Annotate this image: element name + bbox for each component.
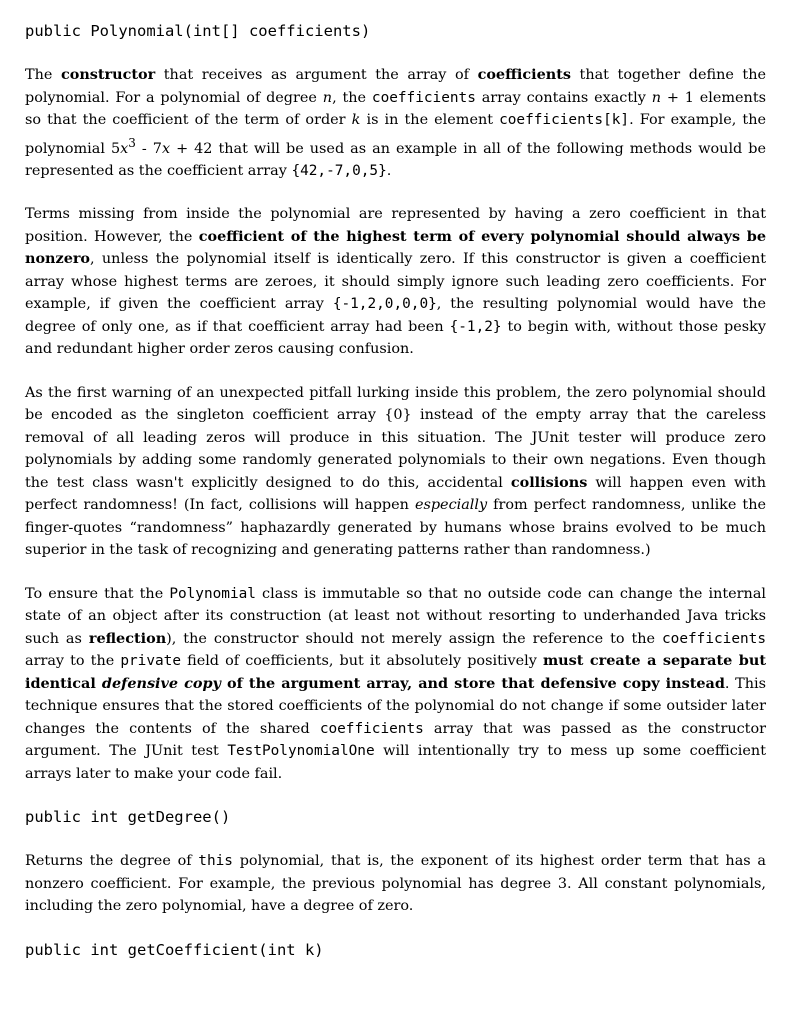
coefficients-code: coefficients (371, 89, 476, 106)
defensive-copy-rule-term: must create a separate but identical (25, 652, 766, 692)
nonzero-rule-term: coefficient of the highest term of every polynomial should always be nonzero (25, 227, 766, 268)
constructor-description-paragraph: The constructor that receives as argument the array of coefficients that together define the polynomial. For a polynomial of degree n, the coefficients array contains exactly n + 1 elements so that the coefficient of the term of order k is in the element coefficients[k]. For example, the polynomial $5x^3 - 7x + 42$ that will be used as an example in all of the following methods would be represented as the coefficient array {42,-7,0,5}. (25, 66, 766, 179)
collisions-term: collisions (510, 473, 588, 491)
coefficients-k-code: coefficients[k] (499, 112, 630, 128)
constructor-signature: public Polynomial(int[] coefficients) (25, 22, 371, 40)
this-keyword-code: this (198, 853, 233, 870)
private-keyword-code: private (120, 653, 181, 670)
padded-array-code: {-1,2,0,0,0} (332, 296, 437, 313)
get-coefficient-signature: public int getCoefficient(int k) (25, 940, 324, 959)
coefficients-term: coefficients (477, 66, 571, 83)
document-page (25, 20, 766, 961)
polynomial-class-code: Polynomial (169, 585, 256, 602)
leading-zeros-paragraph: Terms missing from inside the polynomial are represented by having a zero coefficient in that position. However, the coefficient of the highest term of every polynomial should always be nonzero, unless the polynomial itself is identically zero. If this constructor is given a coefficient array whose highest terms are zeroes, it should simply ignore such leading zero coefficients. For example, if given the coefficient array {-1,2,0,0,0}, the resulting polynomial would have the degree of only one, as if that coefficient array had been {-1,2} to begin with, without those pesky and redundant higher order zeros causing confusion. (25, 206, 767, 358)
get-degree-signature: public int getDegree() (25, 808, 231, 827)
coefficients-code-3: coefficients (319, 720, 424, 737)
get-degree-description-paragraph: Returns the degree of this polynomial, that is, the exponent of its highest order term that has a nonzero coefficient. For example, the previous polynomial has degree 3. All constant polynomials, including the zero polynomial, have a degree of zero. (25, 853, 766, 915)
example-array-code: {42,-7,0,5} (291, 162, 387, 179)
constructor-term: constructor (60, 66, 156, 83)
coefficients-code-2: coefficients (662, 630, 766, 647)
zero-polynomial-paragraph: As the first warning of an unexpected pitfall lurking inside this problem, the zero polynomial should be encoded as the singleton coefficient array {0} instead of the empty array that the careless removal of all leading zeros will produce in this situation. The JUnit tester will produce zero polynomials by adding some randomly generated polynomials to their own negations. Even though the test class wasn't explicitly designed to do this, accidental collisions will happen even with perfect randomness! (In fact, collisions will happen especially from perfect randomness, unlike the finger-quotes “randomness” haphazardly generated by humans whose brains evolved to be much superior in the task of recognizing and generating patterns rather than randomness.) (25, 384, 766, 559)
trimmed-array-code: {-1,2} (449, 318, 502, 335)
reflection-term: reflection (88, 629, 167, 647)
test-class-code: TestPolynomialOne (227, 743, 375, 760)
defensive-copy-paragraph: To ensure that the Polynomial class is immutable so that no outside code can change the internal state of an object after its construction (at least not without resorting to underhanded Java tricks such as reflection), the constructor should not merely assign the reference to the coefficients array to the private field of coefficients, but it absolutely positively must create a separate but identical defensive copy of the argument array, and store that defensive copy instead. This technique ensures that the stored coefficients of the polynomial do not change if some outsider later changes the contents of the shared coefficients array that was passed as the constructor argument. The JUnit test TestPolynomialOne will intentionally try to mess up some coefficient arrays later to make your code fail. (25, 585, 766, 782)
